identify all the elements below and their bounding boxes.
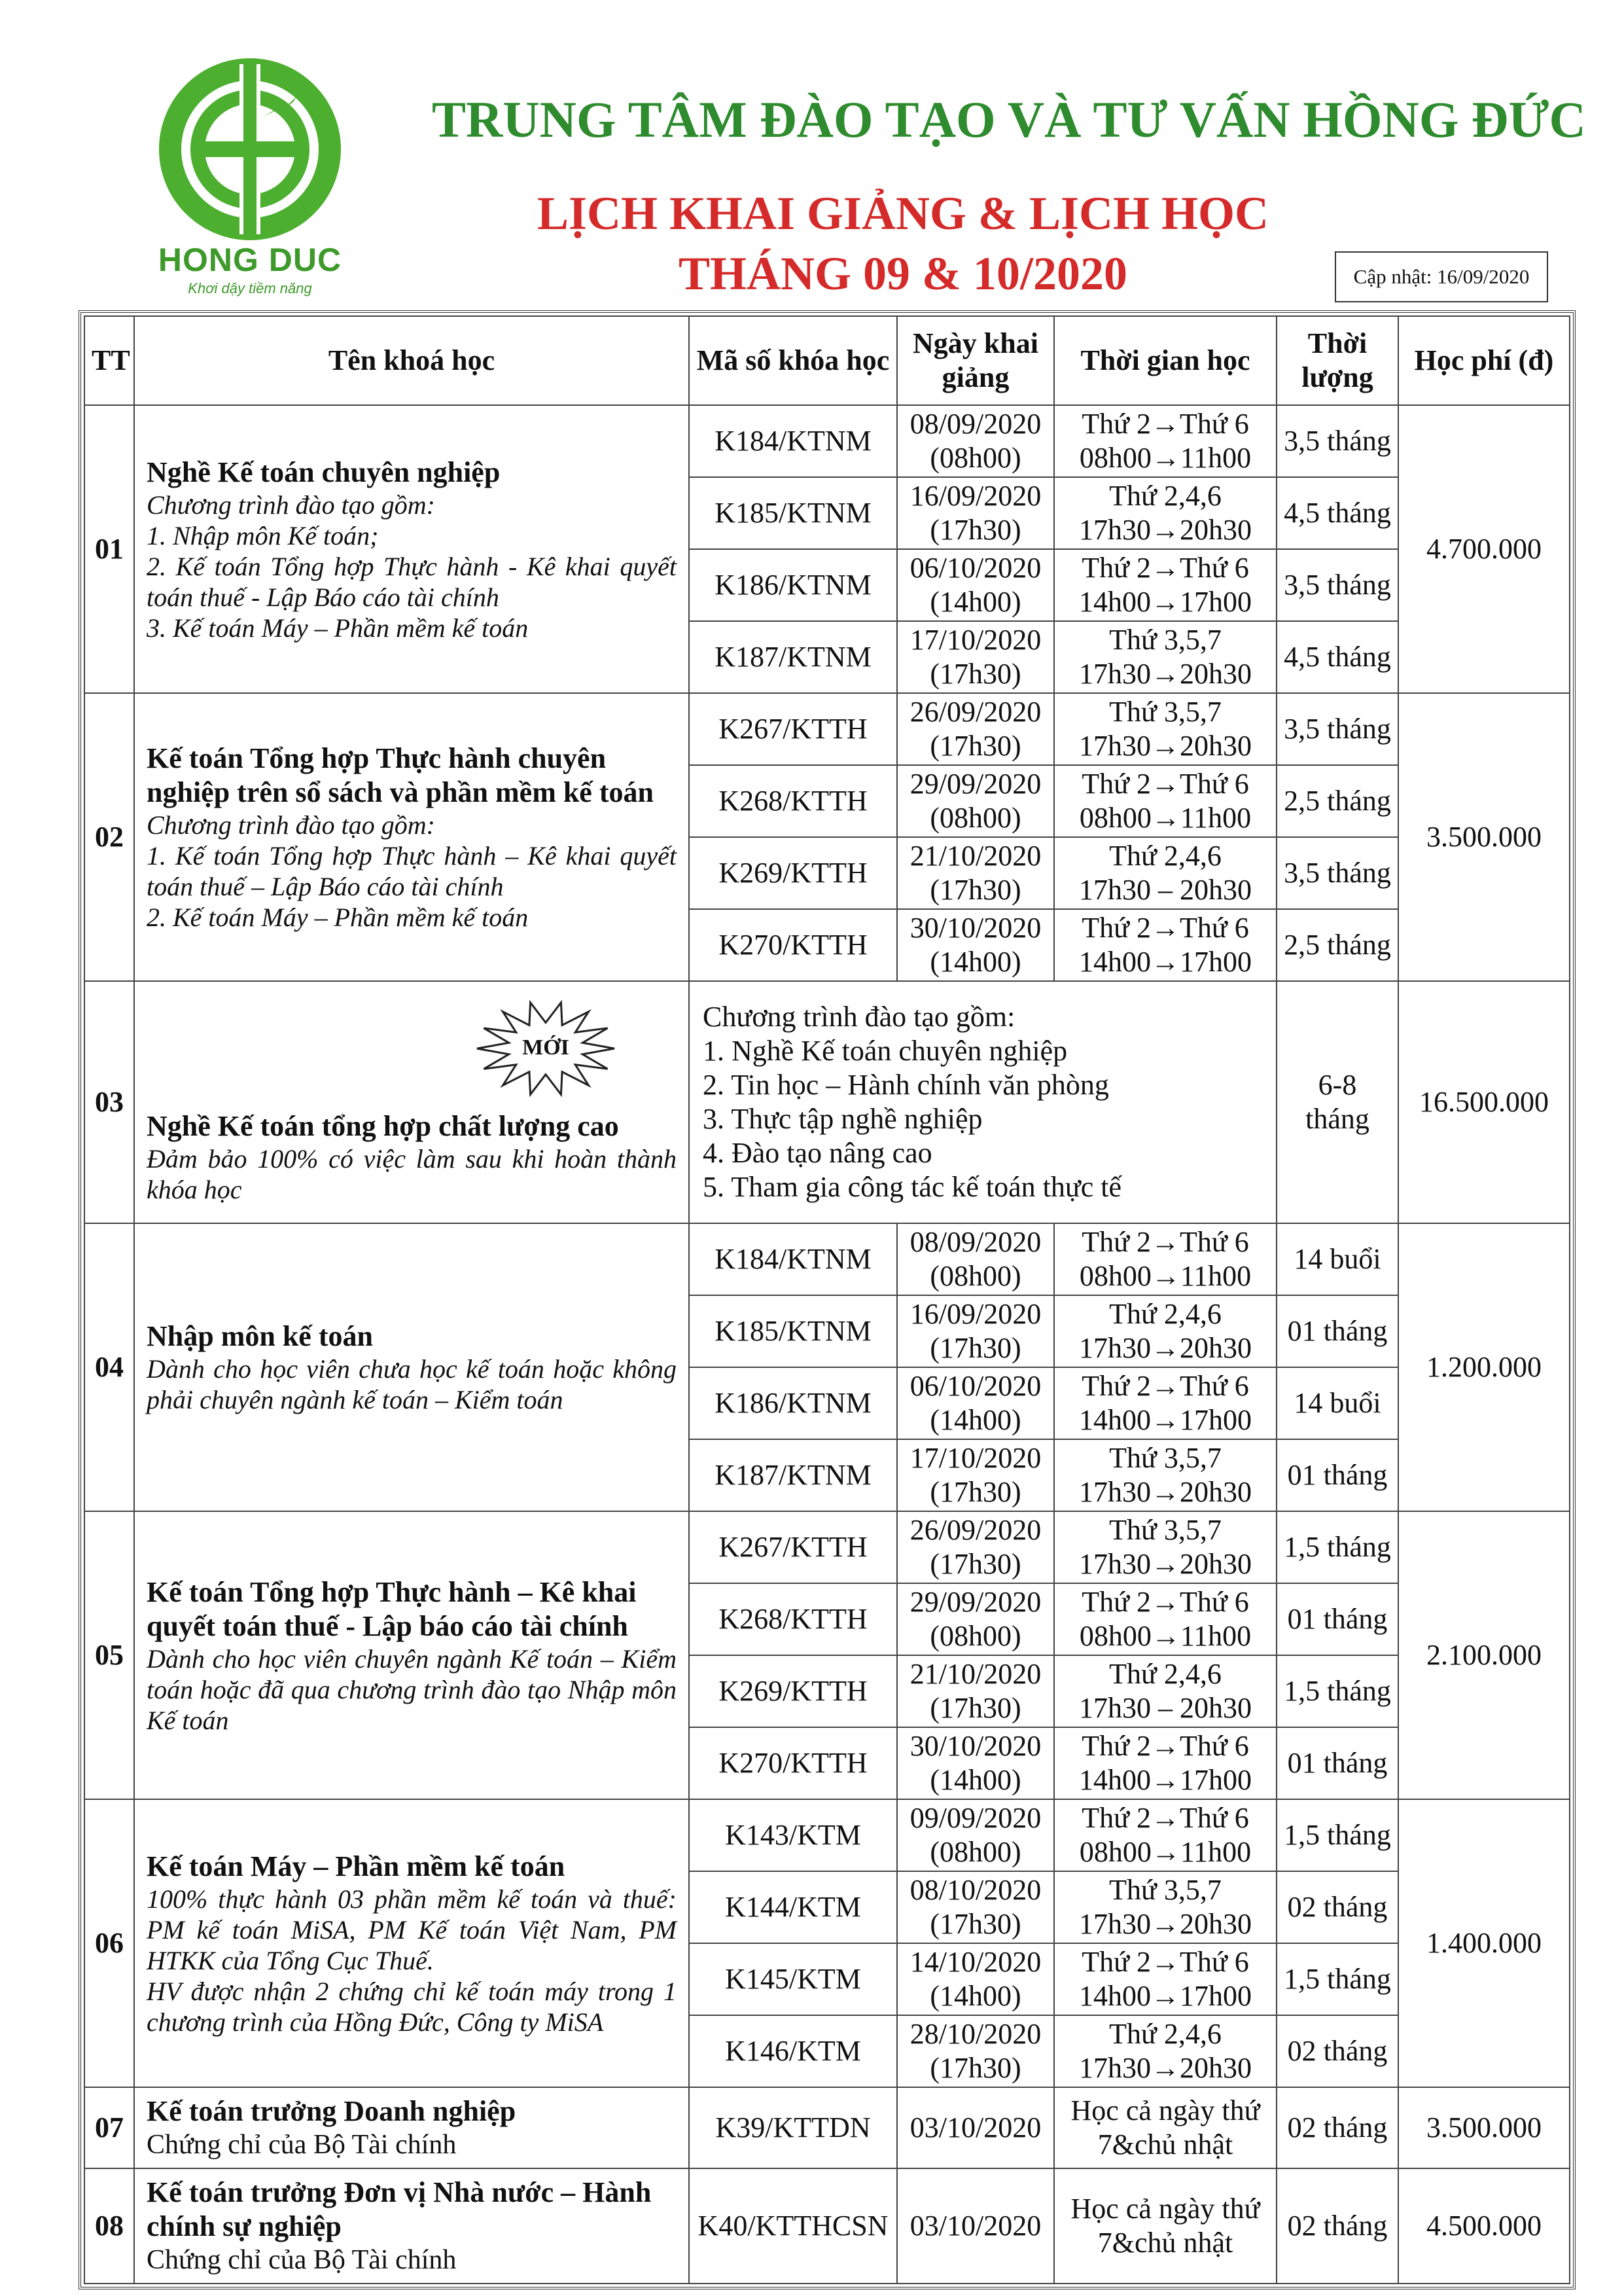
- study-days: Thứ 2→Thứ 6: [1082, 1730, 1249, 1762]
- course-description: HV được nhận 2 chứng chỉ kế toán máy trong 1 chương trình của Hồng Đức, Công ty MiSA: [147, 1976, 677, 2037]
- start-hour: (08h00): [930, 1836, 1021, 1868]
- start-hour: (17h30): [930, 1548, 1021, 1580]
- study-time-cell: [1054, 765, 1277, 837]
- study-days: Thứ 2,4,6: [1109, 480, 1222, 512]
- start-date: 26/09/2020: [909, 1514, 1042, 1546]
- study-time-cell: [1054, 1655, 1277, 1727]
- table-row: [84, 981, 1570, 1223]
- duration: 3,5 tháng: [1277, 405, 1398, 477]
- start-hour: (17h30): [930, 2052, 1021, 2084]
- logo: [152, 51, 348, 313]
- course-note: Chứng chỉ của Bộ Tài chính: [147, 2245, 457, 2275]
- header-course-code: Mã số khóa học: [689, 316, 897, 405]
- course-code: K184/KTNM: [689, 405, 897, 477]
- study-days: Thứ 2→Thứ 6: [1082, 1946, 1249, 1978]
- course-description: 3. Kế toán Máy – Phần mềm kế toán: [147, 613, 529, 643]
- study-days: Thứ 2→Thứ 6: [1082, 1802, 1249, 1834]
- header-duration: Thời lượng: [1277, 316, 1398, 405]
- study-hours: 08h00→11h00: [1079, 1260, 1252, 1292]
- start-hour: (17h30): [930, 1908, 1021, 1940]
- start-date-cell: [897, 621, 1054, 693]
- course-fee: 3.500.000: [1398, 2087, 1570, 2168]
- schedule-body: [84, 405, 1570, 2284]
- study-time-cell: [1054, 1943, 1277, 2015]
- start-date: 17/10/2020: [909, 1442, 1042, 1474]
- course-name: Nhập môn kế toán: [147, 1320, 373, 1352]
- start-date-cell: [897, 1943, 1054, 2015]
- start-date: 09/09/2020: [909, 1802, 1042, 1834]
- study-days: Thứ 2→Thứ 6: [1082, 1226, 1249, 1258]
- brand-name: HONG DUC: [158, 242, 342, 278]
- study-time-cell: [1054, 1439, 1277, 1511]
- table-row: [84, 1223, 1570, 1295]
- course-fee: 4.700.000: [1398, 405, 1570, 693]
- study-days: Thứ 2→Thứ 6: [1082, 408, 1249, 440]
- start-date: 30/10/2020: [909, 1730, 1042, 1762]
- study-hours: 17h30 – 20h30: [1079, 874, 1252, 906]
- study-hours: 17h30→20h30: [1079, 1908, 1252, 1940]
- course-number: 04: [84, 1223, 134, 1511]
- start-date-cell: [897, 1367, 1054, 1439]
- schedule-table: [84, 315, 1570, 2284]
- study-time-cell: [1054, 621, 1277, 693]
- table-row: [84, 2087, 1570, 2168]
- course-description: 100% thực hành 03 phần mềm kế toán và thuế: PM kế toán MiSA, PM Kế toán Việt Nam, PM HTKK của Tổng Cục Thuế.: [147, 1884, 677, 1975]
- study-hours: 14h00→17h00: [1079, 1404, 1252, 1436]
- study-time-cell: [1054, 405, 1277, 477]
- study-hours: 17h30→20h30: [1079, 514, 1252, 546]
- study-hours: 14h00→17h00: [1079, 1980, 1252, 2012]
- course-code: K267/KTTH: [689, 693, 897, 765]
- course-code: K187/KTNM: [689, 621, 897, 693]
- study-hours: 17h30→20h30: [1079, 658, 1252, 690]
- course-cell: [134, 2087, 689, 2168]
- course-cell: [134, 981, 689, 1223]
- start-hour: (14h00): [930, 1404, 1021, 1436]
- start-date-cell: [897, 549, 1054, 621]
- start-hour: (14h00): [930, 586, 1021, 618]
- start-date: 21/10/2020: [909, 840, 1042, 872]
- study-time-cell: [1054, 1799, 1277, 1871]
- update-date: Cập nhật: 16/09/2020: [1335, 251, 1548, 302]
- course-code: K184/KTNM: [689, 1223, 897, 1295]
- course-fee: 2.100.000: [1398, 1511, 1570, 1799]
- duration: 1,5 tháng: [1277, 1799, 1398, 1871]
- table-row: [84, 1799, 1570, 1871]
- course-name: Kế toán Tổng hợp Thực hành chuyên nghiệp trên sổ sách và phần mềm kế toán: [147, 742, 654, 808]
- study-days: Thứ 3,5,7: [1109, 696, 1222, 728]
- course-code: K187/KTNM: [689, 1439, 897, 1511]
- study-hours: 08h00→11h00: [1079, 442, 1252, 474]
- header-course-name: Tên khoá học: [134, 316, 689, 405]
- start-hour: (17h30): [930, 730, 1021, 762]
- program-item: 1. Nghề Kế toán chuyên nghiệp: [703, 1035, 1068, 1067]
- new-badge: [474, 999, 618, 1098]
- table-row: [84, 693, 1570, 765]
- study-time: Học cả ngày thứ 7&chủ nhật: [1054, 2168, 1277, 2284]
- course-description: 1. Kế toán Tổng hợp Thực hành – Kê khai quyết toán thuế – Lập Báo cáo tài chính: [147, 841, 677, 901]
- course-number: 03: [84, 981, 134, 1223]
- study-days: Thứ 2→Thứ 6: [1082, 1586, 1249, 1618]
- study-hours: 14h00→17h00: [1079, 946, 1252, 978]
- study-days: Thứ 2,4,6: [1109, 2018, 1222, 2050]
- start-hour: (14h00): [930, 1980, 1021, 2012]
- course-code: K185/KTNM: [689, 1295, 897, 1367]
- course-number: 06: [84, 1799, 134, 2087]
- table-row: [84, 2168, 1570, 2284]
- study-time-cell: [1054, 549, 1277, 621]
- study-days: Thứ 2→Thứ 6: [1082, 912, 1249, 944]
- start-date-cell: [897, 765, 1054, 837]
- course-name: Kế toán trưởng Đơn vị Nhà nước – Hành chính sự nghiệp: [147, 2176, 652, 2242]
- course-code: K39/KTTDN: [689, 2087, 897, 2168]
- study-time-cell: [1054, 1367, 1277, 1439]
- course-cell: [134, 1511, 689, 1799]
- start-hour: (17h30): [930, 658, 1021, 690]
- course-fee: 1.200.000: [1398, 1223, 1570, 1511]
- duration: 6-8 tháng: [1277, 981, 1398, 1223]
- course-code: K267/KTTH: [689, 1511, 897, 1583]
- study-days: Thứ 2,4,6: [1109, 1658, 1222, 1690]
- start-hour: (17h30): [930, 874, 1021, 906]
- duration: 02 tháng: [1277, 2168, 1398, 2284]
- start-date-cell: [897, 1295, 1054, 1367]
- header-fee: Học phí (đ): [1398, 316, 1570, 405]
- course-number: 05: [84, 1511, 134, 1799]
- schedule-title-line2: THÁNG 09 & 10/2020: [678, 247, 1127, 300]
- study-time-cell: [1054, 1871, 1277, 1943]
- study-time-cell: [1054, 477, 1277, 549]
- table-header-row: [84, 316, 1570, 405]
- start-date: 08/10/2020: [909, 1874, 1042, 1906]
- study-time-cell: [1054, 1511, 1277, 1583]
- start-hour: (08h00): [930, 1620, 1021, 1652]
- course-cell: [134, 405, 689, 693]
- start-hour: (08h00): [930, 802, 1021, 834]
- start-date: 17/10/2020: [909, 624, 1042, 656]
- duration: 1,5 tháng: [1277, 1511, 1398, 1583]
- duration: 1,5 tháng: [1277, 1943, 1398, 2015]
- start-date-cell: [897, 837, 1054, 909]
- start-date-cell: [897, 405, 1054, 477]
- course-cell: [134, 2168, 689, 2284]
- study-days: Thứ 2,4,6: [1109, 840, 1222, 872]
- duration: 3,5 tháng: [1277, 549, 1398, 621]
- study-hours: 14h00→17h00: [1079, 1764, 1252, 1796]
- course-number: 01: [84, 405, 134, 693]
- course-code: K186/KTNM: [689, 1367, 897, 1439]
- study-time-cell: [1054, 1223, 1277, 1295]
- duration: 4,5 tháng: [1277, 477, 1398, 549]
- start-date-cell: [897, 1655, 1054, 1727]
- course-code: K143/KTM: [689, 1799, 897, 1871]
- duration: 14 buổi: [1277, 1223, 1398, 1295]
- header-start-date: Ngày khai giảng: [897, 316, 1054, 405]
- study-hours: 17h30→20h30: [1079, 1332, 1252, 1364]
- course-description: 1. Nhập môn Kế toán;: [147, 520, 379, 550]
- program-item: 4. Đào tạo nâng cao: [703, 1137, 932, 1169]
- duration: 2,5 tháng: [1277, 765, 1398, 837]
- start-hour: (08h00): [930, 442, 1021, 474]
- start-date: 28/10/2020: [909, 2018, 1042, 2050]
- course-code: K269/KTTH: [689, 837, 897, 909]
- study-hours: 17h30→20h30: [1079, 2052, 1252, 2084]
- course-name: Kế toán Máy – Phần mềm kế toán: [147, 1850, 565, 1882]
- start-date-cell: [897, 477, 1054, 549]
- study-hours: 17h30→20h30: [1079, 1548, 1252, 1580]
- start-date: 21/10/2020: [909, 1658, 1042, 1690]
- new-badge-label: MỚI: [522, 1035, 569, 1060]
- course-fee: 4.500.000: [1398, 2168, 1570, 2284]
- course-description: Dành cho học viên chưa học kế toán hoặc không phải chuyên ngành kế toán – Kiểm toán: [147, 1354, 677, 1414]
- course-fee: 16.500.000: [1398, 981, 1570, 1223]
- course-code: K270/KTTH: [689, 1727, 897, 1799]
- duration: 01 tháng: [1277, 1439, 1398, 1511]
- course-description: 2. Kế toán Tổng hợp Thực hành - Kê khai quyết toán thuế - Lập Báo cáo tài chính: [147, 551, 677, 612]
- study-days: Thứ 2→Thứ 6: [1082, 552, 1249, 584]
- hong-duc-logo-icon: [152, 51, 348, 241]
- study-days: Thứ 3,5,7: [1109, 624, 1222, 656]
- course-description: Chương trình đào tạo gồm:: [147, 490, 435, 520]
- duration: 3,5 tháng: [1277, 837, 1398, 909]
- start-date: 29/09/2020: [909, 768, 1042, 800]
- study-hours: 14h00→17h00: [1079, 586, 1252, 618]
- start-date-cell: [897, 2015, 1054, 2087]
- header-tt: TT: [84, 316, 134, 405]
- duration: 3,5 tháng: [1277, 693, 1398, 765]
- study-time-cell: [1054, 1727, 1277, 1799]
- start-date: 06/10/2020: [909, 1370, 1042, 1402]
- course-code: K268/KTTH: [689, 765, 897, 837]
- start-date-cell: [897, 1439, 1054, 1511]
- course-code: K185/KTNM: [689, 477, 897, 549]
- course-note: Chứng chỉ của Bộ Tài chính: [147, 2130, 457, 2160]
- duration: 14 buổi: [1277, 1367, 1398, 1439]
- course-code: K270/KTTH: [689, 909, 897, 981]
- course-name: Nghề Kế toán tổng hợp chất lượng cao: [147, 1110, 619, 1142]
- start-hour: (14h00): [930, 946, 1021, 978]
- course-number: 08: [84, 2168, 134, 2284]
- duration: 1,5 tháng: [1277, 1655, 1398, 1727]
- program-item: Chương trình đào tạo gồm:: [703, 1001, 1015, 1033]
- course-code: K186/KTNM: [689, 549, 897, 621]
- course-number: 02: [84, 693, 134, 981]
- duration: 02 tháng: [1277, 2015, 1398, 2087]
- duration: 2,5 tháng: [1277, 909, 1398, 981]
- course-code: K40/KTTHCSN: [689, 2168, 897, 2284]
- study-days: Thứ 3,5,7: [1109, 1514, 1222, 1546]
- study-days: Thứ 2→Thứ 6: [1082, 768, 1249, 800]
- schedule-title: [497, 183, 1309, 304]
- start-date-cell: [897, 1511, 1054, 1583]
- course-fee: 3.500.000: [1398, 693, 1570, 981]
- header-study-time: Thời gian học: [1054, 316, 1277, 405]
- course-code: K144/KTM: [689, 1871, 897, 1943]
- start-date: 06/10/2020: [909, 552, 1042, 584]
- table-row: [84, 405, 1570, 477]
- course-code: K145/KTM: [689, 1943, 897, 2015]
- course-code: K269/KTTH: [689, 1655, 897, 1727]
- brand-slogan: Khơi dậy tiềm năng: [188, 280, 312, 296]
- program-item: 2. Tin học – Hành chính văn phòng: [703, 1069, 1109, 1101]
- study-time-cell: [1054, 1295, 1277, 1367]
- course-name: Kế toán trưởng Doanh nghiệp: [147, 2095, 516, 2127]
- start-hour: (14h00): [930, 1764, 1021, 1796]
- course-name: Kế toán Tổng hợp Thực hành – Kê khai quyết toán thuế - Lập báo cáo tài chính: [147, 1575, 637, 1642]
- duration: 01 tháng: [1277, 1295, 1398, 1367]
- study-hours: 17h30 – 20h30: [1079, 1692, 1252, 1724]
- program-cell: [689, 981, 1277, 1223]
- start-date-cell: [897, 1583, 1054, 1655]
- course-description: 2. Kế toán Máy – Phần mềm kế toán: [147, 903, 529, 932]
- course-code: K268/KTTH: [689, 1583, 897, 1655]
- start-date: 16/09/2020: [909, 1298, 1042, 1330]
- start-date: 29/09/2020: [909, 1586, 1042, 1618]
- duration: 4,5 tháng: [1277, 621, 1398, 693]
- start-date: 08/09/2020: [909, 1226, 1042, 1258]
- start-date-cell: [897, 1871, 1054, 1943]
- start-date-cell: [897, 909, 1054, 981]
- table-row: [84, 1511, 1570, 1583]
- study-days: Thứ 2→Thứ 6: [1082, 1370, 1249, 1402]
- duration: 01 tháng: [1277, 1583, 1398, 1655]
- course-description: Đảm bảo 100% có việc làm sau khi hoàn thành khóa học: [147, 1144, 677, 1204]
- study-hours: 08h00→11h00: [1079, 802, 1252, 834]
- org-title: TRUNG TÂM ĐÀO TẠO VÀ TƯ VẤN HỒNG ĐỨC: [432, 91, 1586, 148]
- course-cell: [134, 1223, 689, 1511]
- start-hour: (17h30): [930, 1476, 1021, 1508]
- study-days: Thứ 2,4,6: [1109, 1298, 1222, 1330]
- start-date-cell: [897, 693, 1054, 765]
- duration: 02 tháng: [1277, 1871, 1398, 1943]
- study-time-cell: [1054, 693, 1277, 765]
- study-hours: 08h00→11h00: [1079, 1836, 1252, 1868]
- course-code: K146/KTM: [689, 2015, 897, 2087]
- study-hours: 17h30→20h30: [1079, 1476, 1252, 1508]
- study-hours: 17h30→20h30: [1079, 730, 1252, 762]
- course-fee: 1.400.000: [1398, 1799, 1570, 2087]
- start-date-cell: [897, 1799, 1054, 1871]
- duration: 01 tháng: [1277, 1727, 1398, 1799]
- study-time-cell: [1054, 1583, 1277, 1655]
- start-date-cell: [897, 1727, 1054, 1799]
- study-time-cell: [1054, 837, 1277, 909]
- start-date: 03/10/2020: [897, 2087, 1054, 2168]
- study-days: Thứ 3,5,7: [1109, 1874, 1222, 1906]
- start-date-cell: [897, 1223, 1054, 1295]
- schedule-title-line1: LỊCH KHAI GIẢNG & LỊCH HỌC: [537, 187, 1269, 240]
- start-hour: (17h30): [930, 1692, 1021, 1724]
- start-date: 14/10/2020: [909, 1946, 1042, 1978]
- start-hour: (17h30): [930, 1332, 1021, 1364]
- start-date: 16/09/2020: [909, 480, 1042, 512]
- program-item: 3. Thực tập nghề nghiệp: [703, 1103, 983, 1135]
- duration: 02 tháng: [1277, 2087, 1398, 2168]
- start-date: 30/10/2020: [909, 912, 1042, 944]
- start-hour: (17h30): [930, 514, 1021, 546]
- course-number: 07: [84, 2087, 134, 2168]
- start-date: 08/09/2020: [909, 408, 1042, 440]
- start-date: 03/10/2020: [897, 2168, 1054, 2284]
- course-description: Chương trình đào tạo gồm:: [147, 810, 435, 840]
- study-time: Học cả ngày thứ 7&chủ nhật: [1054, 2087, 1277, 2168]
- start-hour: (08h00): [930, 1260, 1021, 1292]
- program-item: 5. Tham gia công tác kế toán thực tế: [703, 1171, 1122, 1203]
- course-description: Dành cho học viên chuyên ngành Kế toán – Kiểm toán hoặc đã qua chương trình đào tạo Nhập môn Kế toán: [147, 1643, 677, 1735]
- study-time-cell: [1054, 909, 1277, 981]
- course-name: Nghề Kế toán chuyên nghiệp: [147, 456, 501, 488]
- start-date: 26/09/2020: [909, 696, 1042, 728]
- study-time-cell: [1054, 2015, 1277, 2087]
- study-days: Thứ 3,5,7: [1109, 1442, 1222, 1474]
- course-cell: [134, 1799, 689, 2087]
- course-cell: [134, 693, 689, 981]
- study-hours: 08h00→11h00: [1079, 1620, 1252, 1652]
